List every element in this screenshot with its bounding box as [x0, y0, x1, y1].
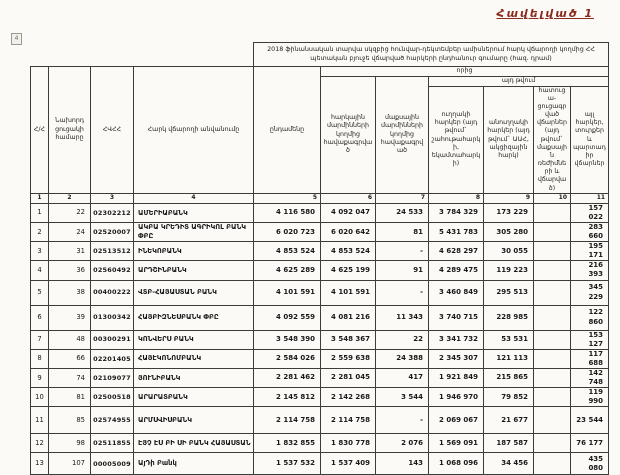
- cell-direct: 1 946 970: [429, 388, 484, 407]
- cell-indirect: 30 055: [484, 242, 534, 261]
- cell-other: 117 688: [571, 349, 609, 368]
- cell-tax-auth: 2 559 638: [321, 349, 376, 368]
- cell-indirect: 53 531: [484, 330, 534, 349]
- cell-no: 7: [31, 330, 49, 349]
- cell-name: ՀԱՅԷԿՈՆՈՄԲԱՆԿ: [134, 349, 254, 368]
- cell-no: 1: [31, 203, 49, 222]
- cell-total: 1 537 532: [254, 453, 321, 475]
- column-index-5: 5: [254, 193, 321, 203]
- cell-no: 4: [31, 261, 49, 280]
- column-index-8: 8: [429, 193, 484, 203]
- group-header-of-which: որից: [321, 66, 609, 76]
- cell-prev: 48: [49, 330, 91, 349]
- col-header-no: Հ/Հ: [31, 66, 49, 193]
- cell-name: ՅՈՒՆԻԲԱՆԿ: [134, 368, 254, 387]
- table-row: [31, 222, 609, 241]
- cell-total: 4 853 524: [254, 242, 321, 261]
- cell-direct: 1 921 849: [429, 368, 484, 387]
- cell-name: ԱՄԵՐԻԱԲԱՆԿ: [134, 203, 254, 222]
- cell-tax-auth: 6 020 642: [321, 222, 376, 241]
- cell-customs: 3 544: [376, 388, 429, 407]
- cell-total: 4 092 559: [254, 305, 321, 330]
- cell-tin: 00400222: [91, 280, 134, 305]
- cell-no: 6: [31, 305, 49, 330]
- cell-total: 1 832 855: [254, 434, 321, 453]
- cell-prev: 66: [49, 349, 91, 368]
- cell-total: 2 584 026: [254, 349, 321, 368]
- cell-name: ԷՅՉ ԷՍ ԲԻ ՍԻ ԲԱՆԿ ՀԱՅԱՍՏԱՆ: [134, 434, 254, 453]
- cell-tax-auth: 4 092 047: [321, 203, 376, 222]
- cell-total: 4 116 580: [254, 203, 321, 222]
- cell-name: ՀԱՅԲԻԶՆԵՍԲԱՆԿ ՓԲԸ: [134, 305, 254, 330]
- cell-tin: 02109077: [91, 368, 134, 387]
- cell-total: 4 101 591: [254, 280, 321, 305]
- cell-tin: 02513512: [91, 242, 134, 261]
- cell-name: ԱԿԲԱ ԿՐԵԴԻՏ ԱԳՐԻԿՈԼ ԲԱՆԿ ՓԲԸ: [134, 222, 254, 241]
- cell-tin: 02574955: [91, 407, 134, 434]
- cell-prev: 36: [49, 261, 91, 280]
- cell-tax-auth: 2 142 268: [321, 388, 376, 407]
- column-index-7: 7: [376, 193, 429, 203]
- cell-total: 4 625 289: [254, 261, 321, 280]
- table-row: [31, 261, 609, 280]
- table-row: [31, 453, 609, 475]
- cell-social: [534, 280, 571, 305]
- col-header-tin: ՀՎՀՀ: [91, 66, 134, 193]
- table-row: [31, 407, 609, 434]
- cell-indirect: 34 456: [484, 453, 534, 475]
- column-index-4: 4: [134, 193, 254, 203]
- cell-other: 195 171: [571, 242, 609, 261]
- col-header-direct-taxes: ուղղակի հարկեր (այդ թվում` շահութահարկի, եկամտահարկի): [429, 86, 484, 193]
- col-header-prev-position: Նախորդ ցուցակի համարը: [49, 66, 91, 193]
- cell-indirect: 119 223: [484, 261, 534, 280]
- cell-social: [534, 368, 571, 387]
- cell-total: 2 145 812: [254, 388, 321, 407]
- cell-indirect: 21 677: [484, 407, 534, 434]
- cell-other: 153 127: [571, 330, 609, 349]
- cell-social: [534, 453, 571, 475]
- cell-indirect: 121 113: [484, 349, 534, 368]
- cell-name: ԱյԴի Բանկ: [134, 453, 254, 475]
- column-index-9: 9: [484, 193, 534, 203]
- cell-prev: 38: [49, 280, 91, 305]
- col-header-tax-authority: հարկային մարմինների կողմից հավաքագրված: [321, 76, 376, 193]
- cell-no: 12: [31, 434, 49, 453]
- cell-other: 23 544: [571, 407, 609, 434]
- cell-tax-auth: 2 114 758: [321, 407, 376, 434]
- cell-tin: 02520007: [91, 222, 134, 241]
- table-row: [31, 203, 609, 222]
- table-row: [31, 330, 609, 349]
- cell-tin: 00005009: [91, 453, 134, 475]
- column-index-6: 6: [321, 193, 376, 203]
- cell-tin: 02560492: [91, 261, 134, 280]
- cell-direct: 3 784 329: [429, 203, 484, 222]
- column-index-10: 10: [534, 193, 571, 203]
- cell-social: [534, 330, 571, 349]
- cell-customs: 81: [376, 222, 429, 241]
- cell-social: [534, 388, 571, 407]
- cell-prev: 24: [49, 222, 91, 241]
- table-row: [31, 280, 609, 305]
- cell-prev: 81: [49, 388, 91, 407]
- cell-indirect: 187 587: [484, 434, 534, 453]
- cell-social: [534, 305, 571, 330]
- col-header-social-payments: հատուցա-ցուցագրված վճարներ (այդ թվում` մաքսային ռեժիմների և վճարված): [534, 86, 571, 193]
- cell-no: 13: [31, 453, 49, 475]
- cell-direct: 3 341 732: [429, 330, 484, 349]
- column-index-2: 2: [49, 193, 91, 203]
- cell-customs: 24 388: [376, 349, 429, 368]
- cell-prev: 22: [49, 203, 91, 222]
- cell-direct: 1 068 096: [429, 453, 484, 475]
- cell-other: 122 860: [571, 305, 609, 330]
- cell-name: ԱՐԱՐԱՏԲԱՆԿ: [134, 388, 254, 407]
- column-index-11: 11: [571, 193, 609, 203]
- cell-name: ԱՐՄՍՎԻՍԲԱՆԿ: [134, 407, 254, 434]
- cell-other: 76 177: [571, 434, 609, 453]
- cell-name: ԱՐԴՇԻՆԲԱՆԿ: [134, 261, 254, 280]
- cell-tin: 02511855: [91, 434, 134, 453]
- cell-customs: -: [376, 242, 429, 261]
- col-header-taxpayer-name: Հարկ վճարողի անվանումը: [134, 66, 254, 193]
- col-header-indirect-taxes: անուղղակի հարկեր (այդ թվում` ԱԱՀ, ակցիզային հարկ): [484, 86, 534, 193]
- cell-prev: 98: [49, 434, 91, 453]
- cell-total: 2 114 758: [254, 407, 321, 434]
- cell-indirect: 79 852: [484, 388, 534, 407]
- cell-customs: 417: [376, 368, 429, 387]
- cell-social: [534, 242, 571, 261]
- cell-customs: -: [376, 280, 429, 305]
- cell-social: [534, 222, 571, 241]
- cell-no: 9: [31, 368, 49, 387]
- table-row: [31, 349, 609, 368]
- table-row: [31, 305, 609, 330]
- col-header-other-taxes: այլ հարկեր, տուրքեր և պարտադիր վճարներ: [571, 86, 609, 193]
- cell-name: ԻՆԵԿՈԲԱՆԿ: [134, 242, 254, 261]
- cell-tax-auth: 1 830 778: [321, 434, 376, 453]
- cell-tax-auth: 4 625 199: [321, 261, 376, 280]
- cell-no: 2: [31, 222, 49, 241]
- cell-no: 3: [31, 242, 49, 261]
- cell-direct: 1 569 091: [429, 434, 484, 453]
- cell-total: 6 020 723: [254, 222, 321, 241]
- cell-tax-auth: 4 853 524: [321, 242, 376, 261]
- cell-other: 216 393: [571, 261, 609, 280]
- cell-no: 10: [31, 388, 49, 407]
- cell-customs: -: [376, 407, 429, 434]
- cell-social: [534, 434, 571, 453]
- cell-other: 119 990: [571, 388, 609, 407]
- cell-prev: 85: [49, 407, 91, 434]
- cell-social: [534, 203, 571, 222]
- header-blank-area: [31, 43, 254, 67]
- column-index-3: 3: [91, 193, 134, 203]
- cell-direct: 2 345 307: [429, 349, 484, 368]
- cell-tax-auth: 2 281 045: [321, 368, 376, 387]
- cell-other: 157 022: [571, 203, 609, 222]
- cell-customs: 11 343: [376, 305, 429, 330]
- cell-tin: 01300342: [91, 305, 134, 330]
- group-header-including: այդ թվում: [429, 76, 609, 86]
- table-row: [31, 242, 609, 261]
- cell-other: 142 748: [571, 368, 609, 387]
- cell-direct: 5 431 783: [429, 222, 484, 241]
- cell-no: 8: [31, 349, 49, 368]
- cell-prev: 31: [49, 242, 91, 261]
- taxpayers-table: [30, 42, 609, 475]
- cell-no: 5: [31, 280, 49, 305]
- cell-prev: 74: [49, 368, 91, 387]
- table-row: [31, 368, 609, 387]
- cell-direct: 3 740 715: [429, 305, 484, 330]
- cell-social: [534, 261, 571, 280]
- cell-tin: 00300291: [91, 330, 134, 349]
- column-index-1: 1: [31, 193, 49, 203]
- cell-tax-auth: 4 101 591: [321, 280, 376, 305]
- table-title: 2018 ֆինանսական տարվա սկզբից հունվար-դեկտեմբեր ամիսներում հարկ վճարողի կողմից ՀՀ պետական բյուջե վճարված հարկերի ընդհանուր գումարը (հազ. դրամ): [254, 43, 609, 67]
- cell-indirect: 305 280: [484, 222, 534, 241]
- cell-tin: 02302212: [91, 203, 134, 222]
- table-body: [31, 203, 609, 475]
- cell-tax-auth: 1 537 409: [321, 453, 376, 475]
- appendix-title: Հավելված 1: [496, 7, 594, 20]
- col-header-total: ընդամենը: [254, 66, 321, 193]
- cell-customs: 22: [376, 330, 429, 349]
- cell-customs: 91: [376, 261, 429, 280]
- cell-prev: 39: [49, 305, 91, 330]
- cell-tax-auth: 4 081 216: [321, 305, 376, 330]
- cell-social: [534, 349, 571, 368]
- cell-other: 435 080: [571, 453, 609, 475]
- table-row: [31, 388, 609, 407]
- cell-direct: 2 069 067: [429, 407, 484, 434]
- cell-social: [534, 407, 571, 434]
- cell-no: 11: [31, 407, 49, 434]
- cell-name: ԿՈՆՎԵՐՍ ԲԱՆԿ: [134, 330, 254, 349]
- cell-total: 2 281 462: [254, 368, 321, 387]
- page-corner-marker: 4: [11, 33, 22, 45]
- cell-customs: 24 533: [376, 203, 429, 222]
- cell-tax-auth: 3 548 367: [321, 330, 376, 349]
- cell-customs: 2 076: [376, 434, 429, 453]
- table-header: [31, 43, 609, 204]
- cell-name: ՎՏԲ-ՀԱՅԱՍՏԱՆ ԲԱՆԿ: [134, 280, 254, 305]
- cell-total: 3 548 390: [254, 330, 321, 349]
- cell-direct: 3 460 849: [429, 280, 484, 305]
- cell-indirect: 215 865: [484, 368, 534, 387]
- cell-other: 283 660: [571, 222, 609, 241]
- table-row: [31, 434, 609, 453]
- cell-prev: 107: [49, 453, 91, 475]
- cell-indirect: 173 229: [484, 203, 534, 222]
- cell-tin: 02500518: [91, 388, 134, 407]
- cell-direct: 4 628 297: [429, 242, 484, 261]
- cell-indirect: 228 985: [484, 305, 534, 330]
- cell-customs: 143: [376, 453, 429, 475]
- cell-direct: 4 289 475: [429, 261, 484, 280]
- column-index-row: [31, 193, 609, 203]
- cell-other: 345 229: [571, 280, 609, 305]
- cell-indirect: 295 513: [484, 280, 534, 305]
- col-header-customs: մաքսային մարմինների կողմից հավաքագրված: [376, 76, 429, 193]
- cell-tin: 02201405: [91, 349, 134, 368]
